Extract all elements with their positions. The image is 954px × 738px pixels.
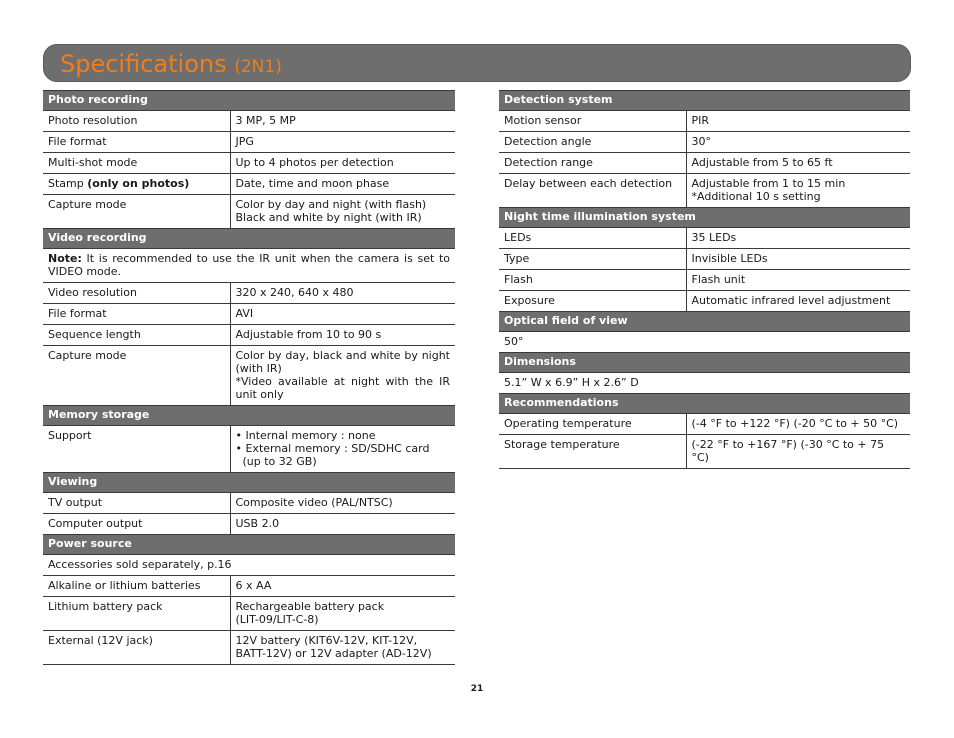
table-row <box>43 555 455 576</box>
section-title: Detection system <box>499 91 910 111</box>
title-text: Specifications <box>60 50 227 78</box>
spec-label: Photo resolution <box>43 111 230 132</box>
spec-label: Alkaline or lithium batteries <box>43 576 230 597</box>
spec-label: Detection angle <box>499 132 686 153</box>
table-row <box>499 228 910 249</box>
table-row <box>499 332 910 353</box>
spec-label: Storage temperature <box>499 435 686 469</box>
spec-label: Lithium battery pack <box>43 597 230 631</box>
value-line: *Video available at night with the IR unit only <box>235 375 450 401</box>
table-row <box>499 435 910 469</box>
spec-value: Up to 4 photos per detection <box>230 153 455 174</box>
spec-value <box>230 631 455 665</box>
right-spec-column <box>499 90 910 469</box>
value-line: *Additional 10 s setting <box>691 190 821 203</box>
section-title: Dimensions <box>499 353 910 373</box>
value-line: • External memory : SD/SDHC card <box>235 442 430 455</box>
title-subtitle: (2N1) <box>234 57 282 77</box>
left-spec-column <box>43 90 455 665</box>
spec-label: Flash <box>499 270 686 291</box>
section-header <box>499 353 910 373</box>
table-row <box>499 291 910 312</box>
right-spec-table <box>499 90 910 469</box>
spec-value <box>230 597 455 631</box>
spec-value: 35 LEDs <box>686 228 910 249</box>
spec-label: Support <box>43 426 230 473</box>
stamp-label-bold: (only on photos) <box>87 177 190 190</box>
table-row <box>43 153 455 174</box>
spec-value: 5.1” W x 6.9” H x 2.6” D <box>504 376 639 389</box>
section-header <box>43 406 455 426</box>
table-row <box>43 426 455 473</box>
section-title: Power source <box>43 535 455 555</box>
spec-label: Capture mode <box>43 346 230 406</box>
spec-value: Flash unit <box>686 270 910 291</box>
spec-label: Operating temperature <box>499 414 686 435</box>
spec-value <box>230 195 455 229</box>
section-header <box>43 229 455 249</box>
spec-label: Detection range <box>499 153 686 174</box>
spec-label: LEDs <box>499 228 686 249</box>
table-row <box>499 132 910 153</box>
section-header <box>499 394 910 414</box>
spec-value: Composite video (PAL/NTSC) <box>230 493 455 514</box>
spec-value: PIR <box>686 111 910 132</box>
section-header <box>43 91 455 111</box>
spec-value: 50° <box>504 335 524 348</box>
spec-label: File format <box>43 132 230 153</box>
spec-label: Capture mode <box>43 195 230 229</box>
title-banner <box>43 44 911 82</box>
spec-label: Video resolution <box>43 283 230 304</box>
spec-value: JPG <box>230 132 455 153</box>
spec-value: 6 x AA <box>230 576 455 597</box>
spec-value <box>686 174 910 208</box>
spec-label: Motion sensor <box>499 111 686 132</box>
section-header <box>499 312 910 332</box>
value-line: Adjustable from 1 to 15 min <box>691 177 846 190</box>
table-row <box>43 514 455 535</box>
table-row <box>499 153 910 174</box>
spec-label: Exposure <box>499 291 686 312</box>
spec-value: (-22 °F to +167 °F) (-30 °C to + 75 °C) <box>686 435 910 469</box>
section-title: Viewing <box>43 473 455 493</box>
section-title: Video recording <box>43 229 455 249</box>
table-row <box>43 325 455 346</box>
value-line: (up to 32 GB) <box>242 455 317 468</box>
spec-value: Automatic infrared level adjustment <box>686 291 910 312</box>
value-line: (LIT-09/LIT-C-8) <box>235 613 319 626</box>
spec-label <box>43 174 230 195</box>
table-row <box>43 576 455 597</box>
table-row <box>43 493 455 514</box>
table-row <box>499 270 910 291</box>
spec-value: Adjustable from 10 to 90 s <box>230 325 455 346</box>
note-label: Note: <box>48 252 82 265</box>
stamp-label: Stamp <box>48 177 88 190</box>
value-line: 12V battery (KIT6V-12V, KIT-12V, <box>235 634 418 647</box>
spec-label: External (12V jack) <box>43 631 230 665</box>
spec-label: Computer output <box>43 514 230 535</box>
table-row <box>43 195 455 229</box>
spec-value: 320 x 240, 640 x 480 <box>230 283 455 304</box>
table-row <box>43 283 455 304</box>
value-line: Color by day, black and white by night (with IR) <box>235 349 450 375</box>
table-row <box>43 111 455 132</box>
spec-value: 30° <box>686 132 910 153</box>
table-row <box>43 597 455 631</box>
value-line: • Internal memory : none <box>235 429 376 442</box>
value-line: Color by day and night (with flash) <box>235 198 427 211</box>
spec-value: Date, time and moon phase <box>230 174 455 195</box>
spec-value: 3 MP, 5 MP <box>230 111 455 132</box>
spec-label: Delay between each detection <box>499 174 686 208</box>
left-spec-table <box>43 90 455 665</box>
table-row <box>43 346 455 406</box>
spec-label: File format <box>43 304 230 325</box>
section-title: Optical field of view <box>499 312 910 332</box>
spec-value: USB 2.0 <box>230 514 455 535</box>
section-header <box>499 91 910 111</box>
page-number: 21 <box>470 684 484 694</box>
spec-label: Multi-shot mode <box>43 153 230 174</box>
value-line: BATT-12V) or 12V adapter (AD-12V) <box>235 647 432 660</box>
section-header <box>43 473 455 493</box>
table-row <box>43 304 455 325</box>
table-row <box>499 111 910 132</box>
table-row <box>499 174 910 208</box>
spec-value: AVI <box>230 304 455 325</box>
spec-value: (-4 °F to +122 °F) (-20 °C to + 50 °C) <box>686 414 910 435</box>
table-row <box>43 174 455 195</box>
note-body: It is recommended to use the IR unit when the camera is set to VIDEO mode. <box>48 252 450 278</box>
spec-value: Accessories sold separately, p.16 <box>43 555 455 576</box>
table-row <box>43 132 455 153</box>
section-header <box>43 535 455 555</box>
value-line: Rechargeable battery pack <box>235 600 385 613</box>
section-title: Night time illumination system <box>499 208 910 228</box>
spec-label: TV output <box>43 493 230 514</box>
section-title: Memory storage <box>43 406 455 426</box>
note-text <box>43 249 455 283</box>
section-title: Photo recording <box>43 91 455 111</box>
page-title <box>60 48 282 83</box>
table-row <box>499 373 910 394</box>
table-row <box>43 631 455 665</box>
spec-label: Sequence length <box>43 325 230 346</box>
table-row <box>499 414 910 435</box>
value-line: Black and white by night (with IR) <box>235 211 422 224</box>
section-title: Recommendations <box>499 394 910 414</box>
spec-value: Adjustable from 5 to 65 ft <box>686 153 910 174</box>
spec-value <box>230 426 455 473</box>
spec-label: Type <box>499 249 686 270</box>
note-row <box>43 249 455 283</box>
spec-value <box>230 346 455 406</box>
section-header <box>499 208 910 228</box>
spec-value: Invisible LEDs <box>686 249 910 270</box>
table-row <box>499 249 910 270</box>
